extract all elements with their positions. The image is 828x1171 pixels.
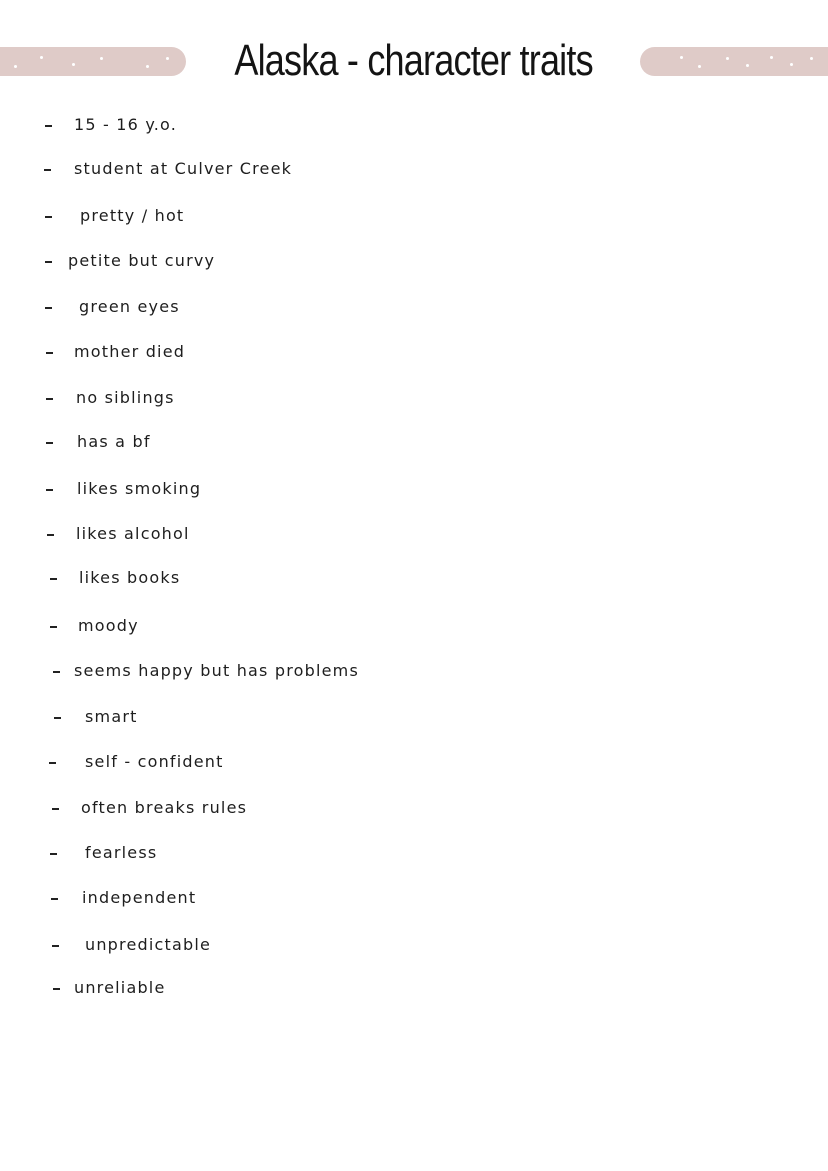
trait-label: fearless: [85, 843, 158, 862]
list-dash: [46, 442, 53, 444]
header-banner-left: [0, 47, 186, 76]
banner-dot: [166, 57, 169, 60]
trait-label: 15 - 16 y.o.: [74, 115, 178, 134]
list-dash: [47, 534, 54, 536]
list-dash: [50, 578, 57, 580]
trait-label: unpredictable: [85, 935, 212, 954]
list-dash: [45, 307, 52, 309]
banner-dot: [770, 56, 773, 59]
banner-dot: [746, 64, 749, 67]
trait-label: often breaks rules: [81, 798, 248, 817]
trait-label: likes books: [79, 568, 181, 587]
list-dash: [45, 125, 52, 127]
trait-label: mother died: [74, 342, 186, 361]
trait-label: petite but curvy: [68, 251, 216, 270]
trait-label: independent: [82, 888, 197, 907]
trait-label: unreliable: [74, 978, 166, 997]
list-dash: [53, 671, 60, 673]
banner-dot: [726, 57, 729, 60]
list-dash: [45, 261, 52, 263]
trait-label: likes smoking: [77, 479, 202, 498]
banner-dot: [146, 65, 149, 68]
trait-label: no siblings: [76, 388, 175, 407]
trait-label: seems happy but has problems: [74, 661, 360, 680]
trait-label: student at Culver Creek: [74, 159, 293, 178]
banner-dot: [790, 63, 793, 66]
page-header: [190, 30, 638, 92]
list-dash: [52, 945, 59, 947]
banner-dot: [810, 57, 813, 60]
list-dash: [46, 398, 53, 400]
trait-label: has a bf: [77, 432, 151, 451]
list-dash: [49, 762, 56, 764]
trait-label: pretty / hot: [80, 206, 185, 225]
list-dash: [52, 808, 59, 810]
header-banner-right: [640, 47, 828, 76]
list-dash: [50, 853, 57, 855]
list-dash: [45, 216, 52, 218]
trait-label: moody: [78, 616, 139, 635]
banner-dot: [100, 57, 103, 60]
trait-label: self - confident: [85, 752, 224, 771]
list-dash: [53, 988, 60, 990]
banner-dot: [40, 56, 43, 59]
list-dash: [44, 169, 51, 171]
trait-label: smart: [85, 707, 138, 726]
list-dash: [50, 626, 57, 628]
list-dash: [51, 898, 58, 900]
trait-label: green eyes: [79, 297, 180, 316]
banner-dot: [14, 65, 17, 68]
list-dash: [46, 352, 53, 354]
banner-dot: [698, 65, 701, 68]
banner-dot: [72, 63, 75, 66]
trait-label: likes alcohol: [76, 524, 190, 543]
banner-dot: [680, 56, 683, 59]
page-title: Alaska - character traits: [234, 36, 594, 85]
list-dash: [54, 717, 61, 719]
list-dash: [46, 489, 53, 491]
